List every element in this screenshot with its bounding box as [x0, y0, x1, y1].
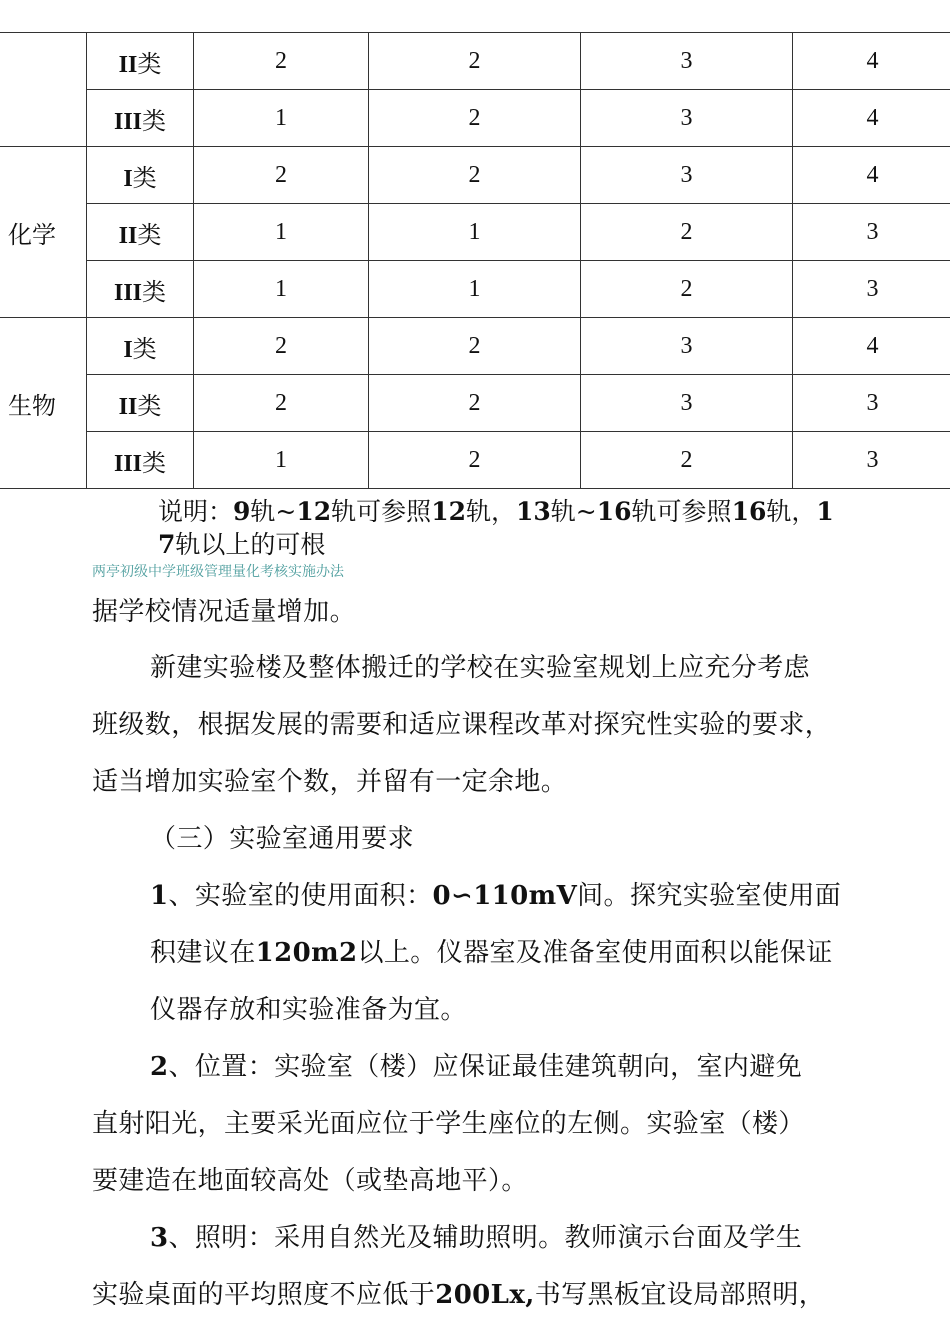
category-cell: I类 — [87, 147, 194, 204]
value-cell: 1 — [369, 261, 581, 318]
subject-cell: 化学 — [0, 147, 87, 318]
paragraph-line: 新建实验楼及整体搬迁的学校在实验室规划上应充分考虑 — [150, 653, 811, 683]
value-cell: 3 — [793, 375, 950, 432]
value-cell: 3 — [793, 432, 950, 489]
paragraph-line: 实验桌面的平均照度不应低于200Lx,书写黑板宜设局部照明， — [92, 1280, 826, 1310]
section-heading: （三）实验室通用要求 — [150, 824, 415, 854]
paragraph-line: 直射阳光，主要采光面应位于学生座位的左侧。实验室（楼） — [92, 1109, 805, 1139]
value-cell: 1 — [369, 204, 581, 261]
value-cell: 2 — [369, 375, 581, 432]
category-cell: III类 — [87, 90, 194, 147]
table-note: 说明：9轨~12轨可参照12轨，13轨~16轨可参照16轨，1 7轨以上的可根 — [158, 497, 834, 559]
table-row — [0, 432, 950, 489]
paragraph-line: 班级数，根据发展的需要和适应课程改革对探究性实验的要求， — [92, 710, 832, 740]
value-cell: 2 — [581, 261, 793, 318]
value-cell: 2 — [194, 318, 369, 375]
value-cell: 3 — [793, 261, 950, 318]
table-row — [0, 90, 950, 147]
paragraph-line: 据学校情况适量增加。 — [92, 597, 357, 627]
paragraph-line: 仪器存放和实验准备为宜。 — [150, 995, 467, 1025]
running-header: 两亭初级中学班级管理量化考核实施办法 — [92, 564, 344, 580]
value-cell: 2 — [194, 33, 369, 90]
value-cell: 1 — [194, 432, 369, 489]
table-row — [0, 204, 950, 261]
value-cell: 1 — [194, 90, 369, 147]
value-cell: 3 — [581, 318, 793, 375]
category-cell: III类 — [87, 261, 194, 318]
value-cell: 3 — [581, 90, 793, 147]
lab-count-table — [0, 32, 950, 489]
value-cell: 2 — [369, 33, 581, 90]
value-cell: 2 — [369, 147, 581, 204]
paragraph-line: 1、实验室的使用面积：0∽110mV间。探究实验室使用面 — [150, 881, 842, 911]
category-cell: II类 — [87, 33, 194, 90]
table-row — [0, 261, 950, 318]
value-cell: 1 — [194, 204, 369, 261]
value-cell: 4 — [793, 318, 950, 375]
category-cell: II类 — [87, 204, 194, 261]
paragraph-line: 积建议在120m2以上。仪器室及准备室使用面积以能保证 — [150, 938, 833, 968]
value-cell: 2 — [581, 204, 793, 261]
table-row — [0, 318, 950, 375]
paragraph-line: 要建造在地面较高处（或垫高地平）。 — [92, 1166, 528, 1196]
value-cell: 4 — [793, 90, 950, 147]
value-cell: 3 — [581, 147, 793, 204]
subject-cell: 生物 — [0, 318, 87, 489]
subject-cell — [0, 33, 87, 147]
value-cell: 2 — [369, 90, 581, 147]
value-cell: 3 — [581, 33, 793, 90]
table-row — [0, 33, 950, 90]
value-cell: 2 — [581, 432, 793, 489]
value-cell: 2 — [369, 318, 581, 375]
value-cell: 2 — [194, 375, 369, 432]
value-cell: 3 — [793, 204, 950, 261]
category-cell: II类 — [87, 375, 194, 432]
value-cell: 4 — [793, 147, 950, 204]
category-cell: III类 — [87, 432, 194, 489]
value-cell: 1 — [194, 261, 369, 318]
paragraph-line: 2、位置：实验室（楼）应保证最佳建筑朝向，室内避免 — [150, 1052, 803, 1082]
value-cell: 4 — [793, 33, 950, 90]
paragraph-line: 适当增加实验室个数，并留有一定余地。 — [92, 767, 568, 797]
value-cell: 3 — [581, 375, 793, 432]
value-cell: 2 — [194, 147, 369, 204]
paragraph-line: 3、照明：采用自然光及辅助照明。教师演示台面及学生 — [150, 1223, 803, 1253]
table-row — [0, 375, 950, 432]
table-row — [0, 147, 950, 204]
value-cell: 2 — [369, 432, 581, 489]
category-cell: I类 — [87, 318, 194, 375]
